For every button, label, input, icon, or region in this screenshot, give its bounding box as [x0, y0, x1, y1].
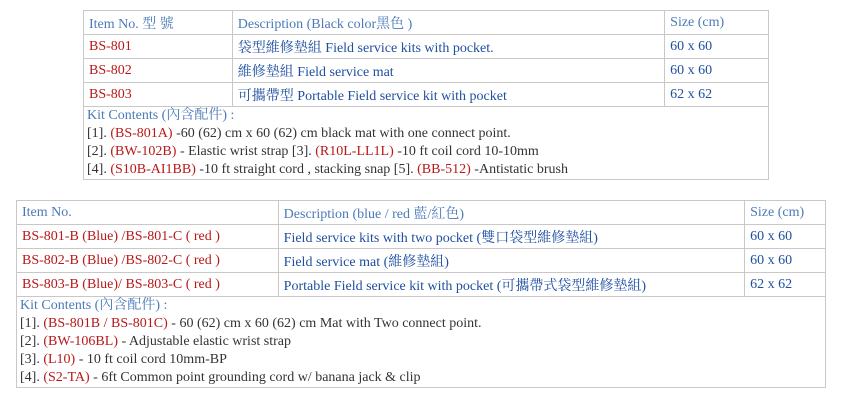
- kit-item-code: (S2-TA): [43, 370, 90, 385]
- kit-item: [20, 315, 822, 333]
- black-kits-table: [83, 10, 769, 180]
- kit-item-code: (BB-512): [417, 162, 471, 177]
- item-no-cell: BS-803-B (Blue)/ BS-803-C ( red ): [17, 273, 279, 297]
- kit-item-index: [2].: [87, 144, 111, 159]
- kit-item-index: [2].: [20, 334, 44, 349]
- size-cell: 62 x 62: [745, 273, 826, 297]
- table-row: [84, 59, 769, 83]
- kit-item: [87, 161, 765, 179]
- size-cell: 60 x 60: [665, 35, 769, 59]
- kit-item-text: - 6ft Common point grounding cord w/ banana jack & clip: [89, 370, 421, 385]
- table-row: [17, 273, 826, 297]
- size-header: Size (cm): [745, 201, 826, 225]
- kit-contents-title: Kit Contents (內含配件) :: [20, 298, 168, 313]
- kit-contents-cell: [17, 297, 826, 388]
- table-header-row: [84, 11, 769, 35]
- kit-item-text: - 10 ft coil cord 10mm-BP: [75, 352, 227, 367]
- kit-item-code: (L10): [43, 352, 76, 367]
- item-no-header: Item No. 型 號: [84, 11, 233, 35]
- kit-item: [87, 143, 765, 161]
- description-cell: Field service mat (維修墊組): [278, 249, 744, 273]
- size-cell: 60 x 60: [665, 59, 769, 83]
- kit-item-code: (BW-102B): [110, 144, 177, 159]
- size-cell: 60 x 60: [745, 225, 826, 249]
- description-cell: Portable Field service kit with pocket (可攜帶式袋型維修墊組): [278, 273, 744, 297]
- kit-item: [87, 125, 765, 143]
- kit-item-index: [4].: [20, 370, 44, 385]
- kit-item-text: - Elastic wrist strap [3].: [176, 144, 316, 159]
- kit-item: [20, 351, 822, 369]
- kit-item: [20, 369, 822, 387]
- kit-contents-row: [84, 107, 769, 180]
- kit-contents-title: Kit Contents (內含配件) :: [87, 108, 235, 123]
- description-cell: 可攜帶型 Portable Field service kit with pocket: [232, 83, 664, 107]
- item-no-cell: BS-802: [84, 59, 233, 83]
- kit-item-text: - Adjustable elastic wrist strap: [117, 334, 292, 349]
- kit-item-index: [1].: [20, 316, 44, 331]
- kit-item-text: -10 ft straight cord , stacking snap [5].: [195, 162, 418, 177]
- kit-item-text: - 60 (62) cm x 60 (62) cm Mat with Two connect point.: [167, 316, 482, 331]
- item-no-cell: BS-801-B (Blue) /BS-801-C ( red ): [17, 225, 279, 249]
- description-cell: Field service kits with two pocket (雙口袋型維修墊組): [278, 225, 744, 249]
- size-header: Size (cm): [665, 11, 769, 35]
- kit-item: [20, 333, 822, 351]
- kit-contents-row: [17, 297, 826, 388]
- table-header-row: [17, 201, 826, 225]
- kit-item-text: -10 ft coil cord 10-10mm: [393, 144, 539, 159]
- description-cell: 袋型維修墊組 Field service kits with pocket.: [232, 35, 664, 59]
- item-no-header: Item No.: [17, 201, 279, 225]
- table-row: [17, 225, 826, 249]
- kit-item-index: [3].: [20, 352, 44, 367]
- table-row: [84, 83, 769, 107]
- size-cell: 60 x 60: [745, 249, 826, 273]
- kit-item-index: [1].: [87, 126, 111, 141]
- kit-item-text: -Antistatic brush: [470, 162, 569, 177]
- item-no-cell: BS-801: [84, 35, 233, 59]
- kit-item-index: [4].: [87, 162, 111, 177]
- kit-item-code: (BS-801B / BS-801C): [43, 316, 168, 331]
- item-no-cell: BS-802-B (Blue) /BS-802-C ( red ): [17, 249, 279, 273]
- kit-item-code: (BS-801A): [110, 126, 173, 141]
- description-header: Description (blue / red 藍/紅色): [278, 201, 744, 225]
- size-cell: 62 x 62: [665, 83, 769, 107]
- table-row: [17, 249, 826, 273]
- kit-contents-cell: [84, 107, 769, 180]
- description-header: Description (Black color黑色 ): [232, 11, 664, 35]
- kit-item-code: (BW-106BL): [43, 334, 118, 349]
- kit-item-text: -60 (62) cm x 60 (62) cm black mat with one connect point.: [172, 126, 511, 141]
- table-row: [84, 35, 769, 59]
- kit-item-code: (S10B-AI1BB): [110, 162, 196, 177]
- item-no-cell: BS-803: [84, 83, 233, 107]
- kit-item-code: (R10L-LL1L): [315, 144, 394, 159]
- color-kits-table: [16, 200, 826, 388]
- description-cell: 維修墊組 Field service mat: [232, 59, 664, 83]
